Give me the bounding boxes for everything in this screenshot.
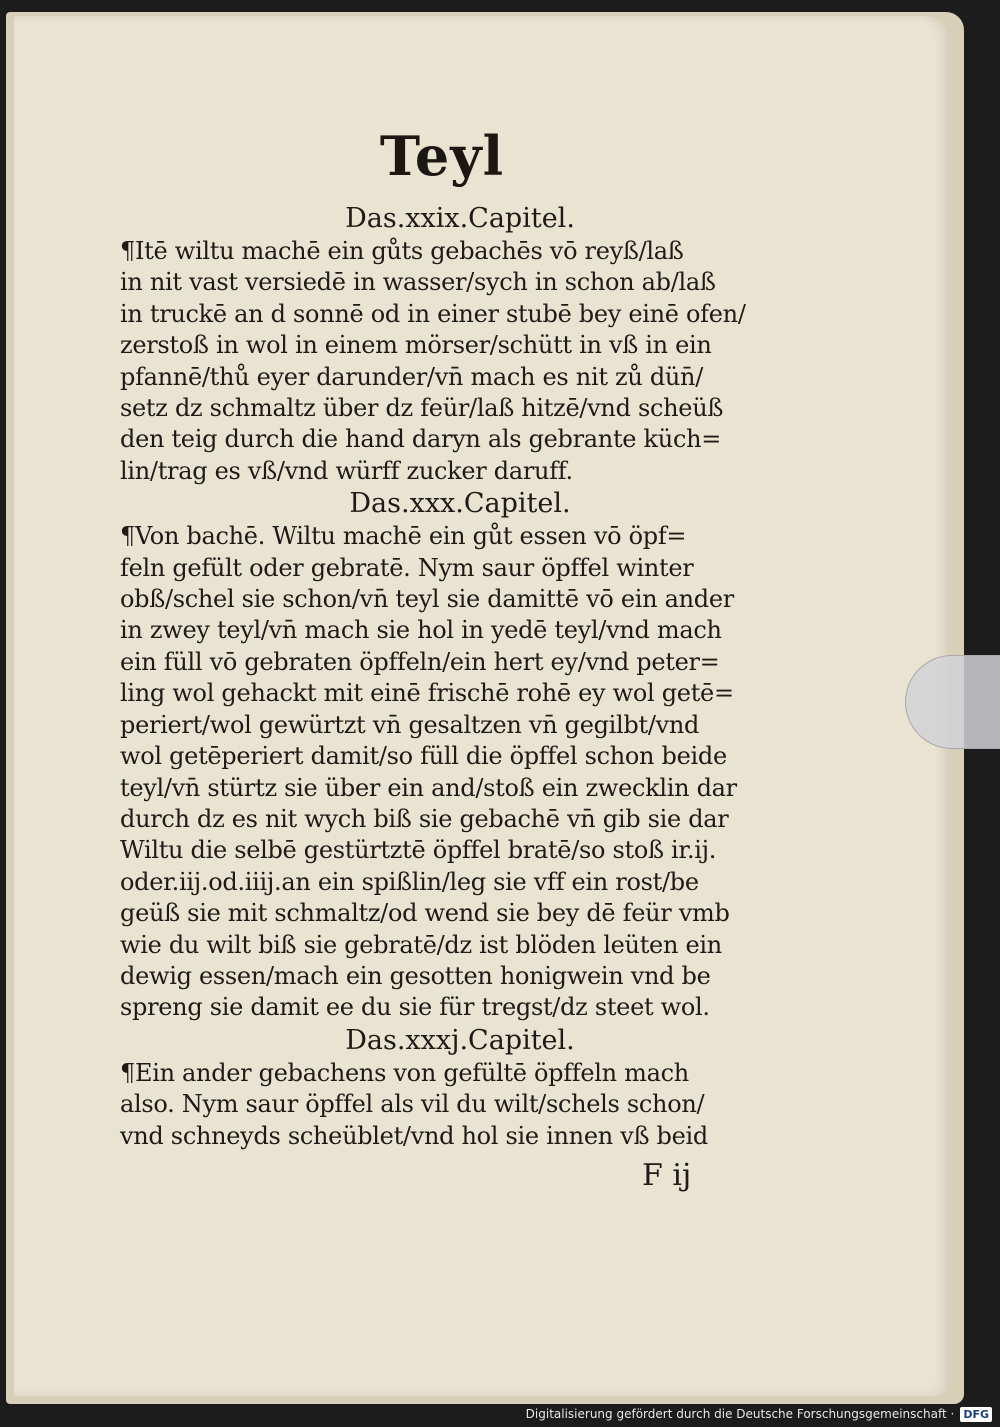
text-line: in zwey teyl/vn̄ mach sie hol in yedē teyl/vnd mach — [120, 616, 722, 645]
text-line: in nit vast versiedē in wasser/sych in schon ab/laß — [120, 268, 716, 297]
text-line: ¶Itē wiltu machē ein gůts gebachēs vō reyß/laß — [120, 237, 684, 265]
text-line: durch dz es nit wych biß sie gebachē vn̄ gib sie dar — [120, 804, 729, 833]
signature-mark: F ij — [642, 1158, 692, 1193]
text-line: oder.iij.od.iiij.an ein spißlin/leg sie vff ein rost/be — [120, 867, 699, 896]
text-line: wie du wilt biß sie gebratē/dz ist blöden leüten ein — [120, 930, 722, 959]
text-line: ling wol gehackt mit einē frischē rohē ey wol getē= — [120, 679, 734, 708]
book-page — [14, 16, 948, 1396]
text-line: teyl/vn̄ stürtz sie über ein and/stoß ein zwecklin dar — [120, 773, 737, 802]
text-line: obß/schel sie schon/vn̄ teyl sie damittē vō ein ander — [120, 585, 734, 614]
chapter-heading: Das.xxxj.Capitel. — [345, 1024, 575, 1056]
text-line: also. Nym saur öpffel als vil du wilt/schels schon/ — [120, 1090, 705, 1119]
text-line: dewig essen/mach ein gesotten honigwein vnd be — [120, 961, 711, 990]
footer — [526, 1403, 992, 1425]
text-line: wol getēperiert damit/so füll die öpffel schon beide — [120, 742, 727, 771]
chapter-heading: Das.xxx.Capitel. — [349, 488, 571, 520]
text-line: vnd schneyds scheüblet/vnd hol sie innen vß beid — [120, 1121, 708, 1150]
text-line: geüß sie mit schmaltz/od wend sie bey dē feür vmb — [120, 899, 730, 928]
text-line: spreng sie damit ee du sie für tregst/dz steet wol. — [120, 993, 710, 1022]
dfg-logo: DFG — [960, 1407, 992, 1422]
text-line: feln gefült oder gebratē. Nym saur öpffel winter — [120, 553, 694, 582]
text-line: Wiltu die selbē gestürtztē öpffel bratē/so stoß ir.ij. — [120, 836, 717, 865]
text-line: periert/wol gewürtzt vn̄ gesaltzen vn̄ gegilbt/vnd — [120, 710, 700, 739]
text-line: ¶Von bachē. Wiltu machē ein gůt essen vō öpf= — [120, 522, 687, 551]
text-block — [120, 202, 760, 1152]
text-line: ein füll vō gebraten öpffeln/ein hert ey/vnd peter= — [120, 647, 720, 676]
footer-text: Digitalisierung gefördert durch die Deutsche Forschungsgemeinschaft · — [525, 1407, 955, 1421]
running-head: Teyl — [379, 124, 505, 188]
page-turn-tab[interactable] — [905, 655, 1000, 749]
text-line: ¶Ein ander gebachens von gefültē öpffeln mach — [120, 1058, 689, 1087]
text-line: setz dz schmaltz über dz feür/laß hitzē/vnd scheüß — [120, 394, 724, 423]
text-line: den teig durch die hand daryn als gebrante küch= — [120, 425, 722, 454]
text-line: lin/trag es vß/vnd würff zucker daruff. — [120, 456, 573, 485]
text-line: in truckē an d sonnē od in einer stubē bey einē ofen/ — [120, 299, 746, 328]
text-line: zerstoß in wol in einem mörser/schütt in vß in ein — [120, 331, 712, 360]
text-line: pfannē/thů eyer darunder/vn̄ mach es nit zů dün̄/ — [120, 362, 703, 391]
chapter-heading: Das.xxix.Capitel. — [345, 203, 575, 234]
